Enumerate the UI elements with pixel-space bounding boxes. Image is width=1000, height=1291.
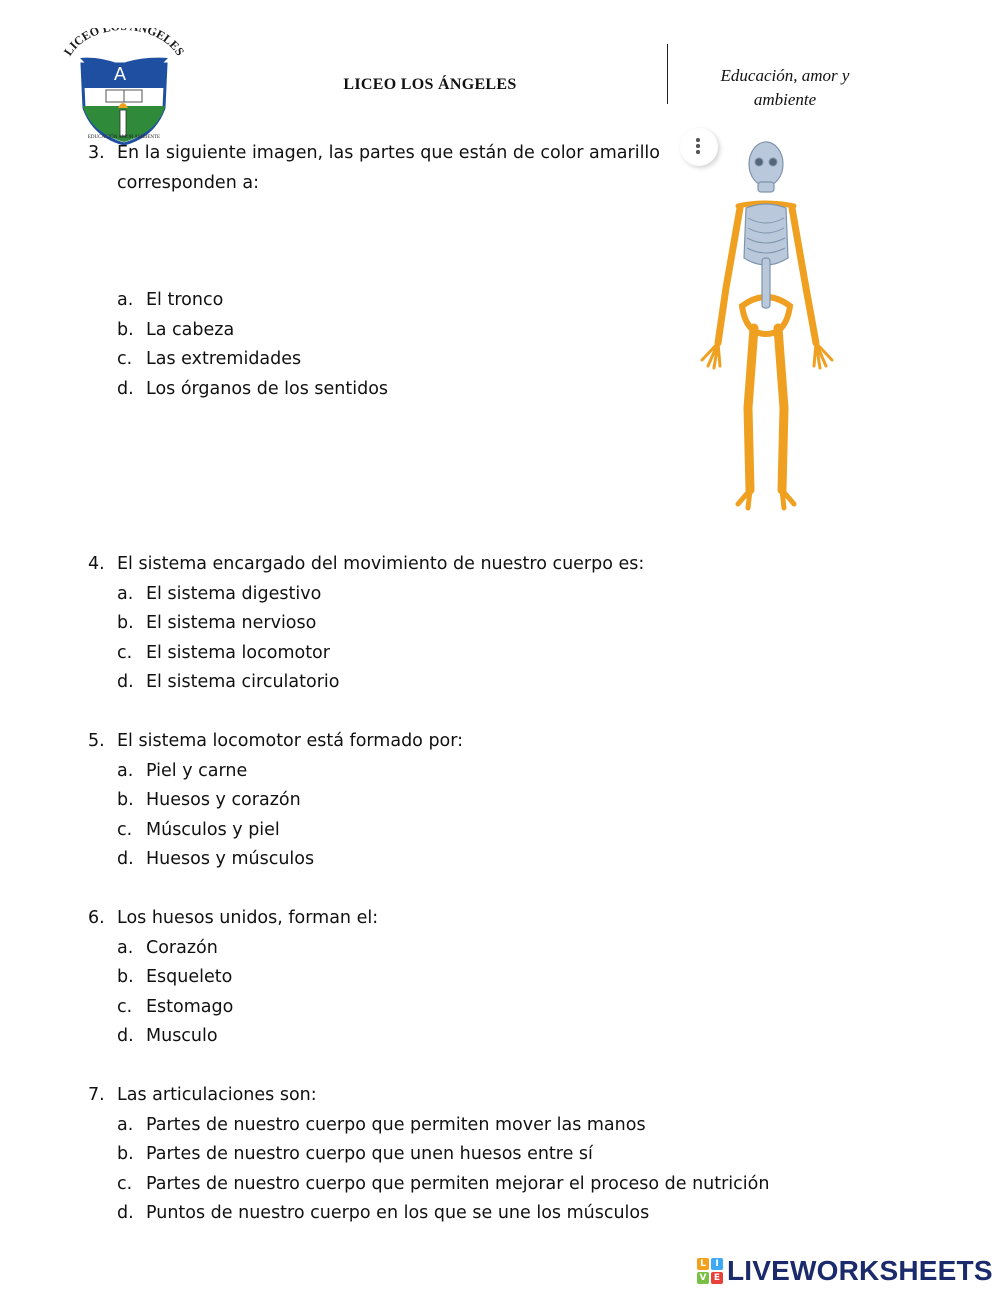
question-6-options xyxy=(88,934,888,1052)
image-menu-button[interactable] xyxy=(680,128,718,166)
option-letter: d. xyxy=(117,1203,134,1223)
option-letter: c. xyxy=(117,819,133,840)
school-crest xyxy=(58,28,190,146)
option-letter: d. xyxy=(117,849,134,869)
option-b[interactable] xyxy=(88,786,888,816)
school-title: LICEO LOS ÁNGELES xyxy=(343,76,517,93)
option-b[interactable] xyxy=(88,316,688,346)
option-text: Corazón xyxy=(146,937,218,958)
question-6 xyxy=(88,904,888,1052)
option-letter: a. xyxy=(117,760,134,781)
option-c[interactable] xyxy=(88,639,888,669)
option-letter: c. xyxy=(117,349,133,369)
option-letter: a. xyxy=(117,937,134,958)
option-d[interactable] xyxy=(88,668,888,698)
option-text: El tronco xyxy=(146,290,224,310)
mark-letter: V xyxy=(697,1272,709,1284)
option-text: Las extremidades xyxy=(146,349,302,369)
option-b[interactable] xyxy=(88,609,888,639)
option-d[interactable] xyxy=(88,1199,948,1229)
question-text xyxy=(117,139,688,198)
option-text: Huesos y corazón xyxy=(146,790,301,810)
option-letter: c. xyxy=(117,642,133,663)
option-text: Partes de nuestro cuerpo que permiten mover las manos xyxy=(146,1114,646,1135)
option-d[interactable] xyxy=(88,375,688,405)
question-text: El sistema locomotor está formado por: xyxy=(117,731,464,751)
option-letter: d. xyxy=(117,672,134,692)
crest-arc-text: LICEO NGELES xyxy=(60,28,188,59)
option-a[interactable] xyxy=(88,580,888,610)
question-number: 4. xyxy=(88,554,105,574)
question-text-line-2: corresponden a: xyxy=(117,172,259,193)
mark-letter: E xyxy=(711,1272,723,1284)
school-motto xyxy=(690,64,880,112)
option-letter: a. xyxy=(117,1114,134,1135)
option-text: El sistema locomotor xyxy=(146,642,330,663)
option-letter: c. xyxy=(117,996,133,1017)
question-7 xyxy=(88,1081,948,1229)
option-text: El sistema nervioso xyxy=(146,613,317,633)
option-a[interactable] xyxy=(88,286,688,316)
option-letter: a. xyxy=(117,583,134,604)
question-5 xyxy=(88,727,888,875)
option-a[interactable] xyxy=(88,1111,948,1141)
option-letter: d. xyxy=(117,1026,134,1046)
option-c[interactable] xyxy=(88,1170,948,1200)
crest-letter: A xyxy=(113,64,127,84)
question-text: El sistema encargado del movimiento de nuestro cuerpo es: xyxy=(117,554,645,574)
option-letter: b. xyxy=(117,967,134,987)
question-number: 7. xyxy=(88,1085,105,1105)
option-text: Piel y carne xyxy=(146,760,248,781)
option-c[interactable] xyxy=(88,345,688,375)
option-text: El sistema digestivo xyxy=(146,583,322,604)
question-text-line-1: En la siguiente imagen, las partes que están de color amarillo xyxy=(117,143,661,163)
menu-dot-icon xyxy=(696,138,700,142)
option-text: Huesos y músculos xyxy=(146,849,315,869)
option-c[interactable] xyxy=(88,816,888,846)
menu-dot-icon xyxy=(696,144,700,148)
option-letter: b. xyxy=(117,1144,134,1164)
option-letter: b. xyxy=(117,319,134,340)
motto-line-2: ambiente xyxy=(753,90,817,109)
option-text: Puntos de nuestro cuerpo en los que se une los músculos xyxy=(146,1203,650,1223)
question-3-options xyxy=(88,286,688,404)
question-text: Las articulaciones son: xyxy=(117,1085,317,1105)
option-text: Esqueleto xyxy=(146,967,233,987)
option-text: El sistema circulatorio xyxy=(146,672,340,692)
option-letter: b. xyxy=(117,613,134,633)
option-a[interactable] xyxy=(88,757,888,787)
option-d[interactable] xyxy=(88,845,888,875)
liveworksheets-mark-icon xyxy=(697,1258,723,1284)
option-text: Estomago xyxy=(146,996,234,1017)
header-divider xyxy=(667,44,668,104)
option-b[interactable] xyxy=(88,963,888,993)
option-letter: d. xyxy=(117,378,134,399)
mark-letter: I xyxy=(711,1258,723,1270)
liveworksheets-logo[interactable] xyxy=(697,1254,993,1288)
option-letter: b. xyxy=(117,790,134,810)
option-d[interactable] xyxy=(88,1022,888,1052)
question-4 xyxy=(88,550,888,698)
option-text: Músculos y piel xyxy=(146,819,280,840)
mark-letter: L xyxy=(697,1258,709,1270)
question-7-options xyxy=(88,1111,948,1229)
skeleton-image xyxy=(690,138,842,516)
option-text: Partes de nuestro cuerpo que unen huesos entre sí xyxy=(146,1144,593,1164)
question-4-options xyxy=(88,580,888,698)
menu-dot-icon xyxy=(696,150,700,154)
question-text: Los huesos unidos, forman el: xyxy=(117,908,379,928)
question-5-options xyxy=(88,757,888,875)
option-text: La cabeza xyxy=(146,319,235,340)
option-text: Partes de nuestro cuerpo que permiten mejorar el proceso de nutrición xyxy=(146,1173,770,1194)
motto-line-1: Educación, amor y xyxy=(720,66,850,85)
option-letter: a. xyxy=(117,290,134,310)
crest-bottom-text: EDUCACIÓN AMOR AMBIENTE xyxy=(87,135,161,140)
question-number: 5. xyxy=(88,731,105,751)
question-number: 6. xyxy=(88,908,105,928)
option-letter: c. xyxy=(117,1173,133,1194)
liveworksheets-brand: LIVEWORKSHEETS xyxy=(727,1255,993,1286)
option-c[interactable] xyxy=(88,993,888,1023)
option-a[interactable] xyxy=(88,934,888,964)
option-b[interactable] xyxy=(88,1140,948,1170)
question-3 xyxy=(88,139,688,198)
svg-text:LICEO LOS ANGELES xyxy=(61,28,188,58)
question-number: 3. xyxy=(88,143,105,163)
option-text: Los órganos de los sentidos xyxy=(146,378,389,399)
option-text: Musculo xyxy=(146,1026,218,1046)
